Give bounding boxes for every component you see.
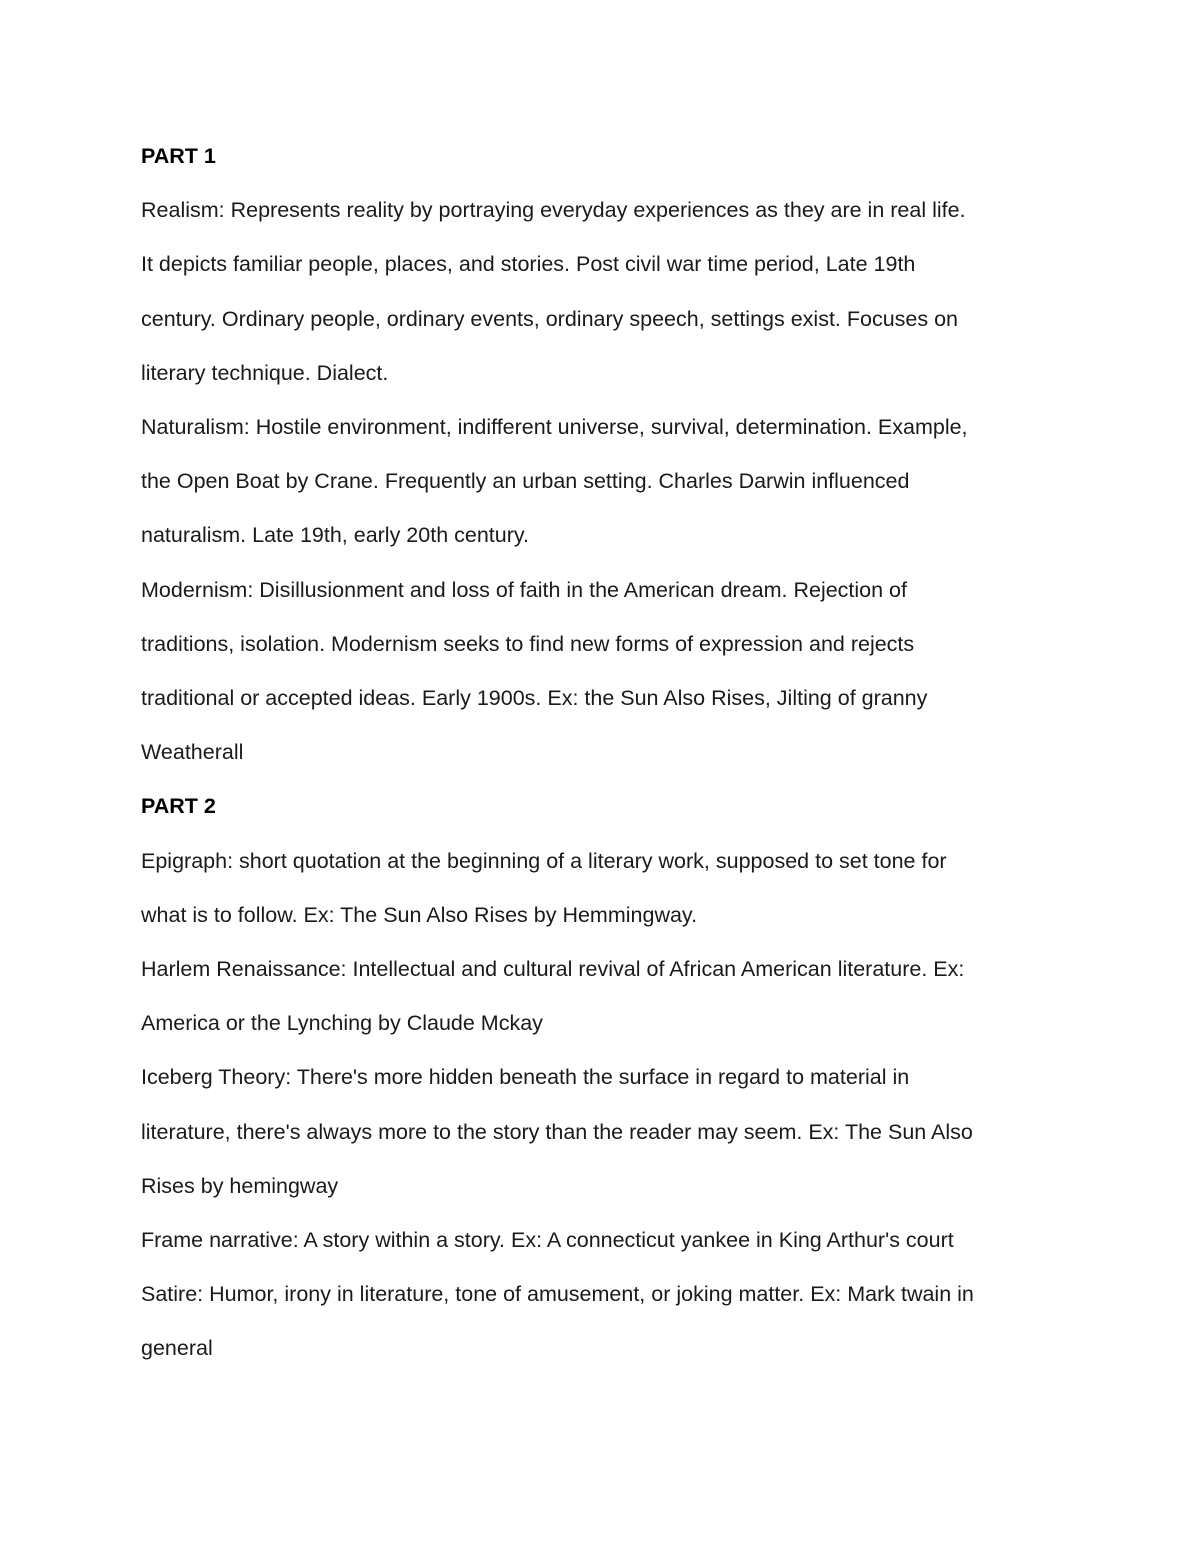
satire-paragraph: [141, 1267, 1061, 1375]
text-line: Rises by hemingway: [141, 1173, 339, 1198]
text-line: Satire: Humor, irony in literature, tone of amusement, or joking matter. Ex: Mark twain in: [141, 1282, 974, 1307]
text-line: Realism: Represents reality by portraying everyday experiences as they are in real life.: [141, 198, 966, 223]
modernism-paragraph: [141, 563, 1061, 780]
part-1-heading: PART 1: [141, 144, 216, 168]
part-2-heading: PART 2: [141, 794, 216, 819]
text-line: Modernism: Disillusionment and loss of faith in the American dream. Rejection of: [141, 577, 907, 602]
text-line: America or the Lynching by Claude Mckay: [141, 1011, 543, 1036]
text-line: what is to follow. Ex: The Sun Also Rises by Hemmingway.: [141, 902, 698, 927]
text-line: literature, there's always more to the story than the reader may seem. Ex: The Sun Also: [141, 1119, 973, 1144]
text-line: naturalism. Late 19th, early 20th century.: [141, 523, 530, 548]
text-line: traditional or accepted ideas. Early 1900s. Ex: the Sun Also Rises, Jilting of granny: [141, 686, 928, 711]
text-line: the Open Boat by Crane. Frequently an urban setting. Charles Darwin influenced: [141, 469, 910, 494]
text-line: century. Ordinary people, ordinary events, ordinary speech, settings exist. Focuses on: [141, 306, 959, 331]
frame-narrative-paragraph: [141, 1213, 1061, 1267]
naturalism-paragraph: [141, 400, 1061, 563]
document-body: [141, 129, 1061, 1376]
text-line: Weatherall: [141, 740, 244, 765]
text-line: It depicts familiar people, places, and stories. Post civil war time period, Late 19th: [141, 252, 916, 277]
iceberg-theory-paragraph: [141, 1050, 1061, 1213]
text-line: Harlem Renaissance: Intellectual and cultural revival of African American literature. Ex:: [141, 957, 965, 982]
realism-paragraph: [141, 183, 1061, 400]
harlem-renaissance-paragraph: [141, 942, 1061, 1050]
text-line: traditions, isolation. Modernism seeks to find new forms of expression and rejects: [141, 631, 915, 656]
text-line: literary technique. Dialect.: [141, 360, 389, 385]
text-line: Iceberg Theory: There's more hidden beneath the surface in regard to material in: [141, 1065, 910, 1090]
epigraph-paragraph: [141, 834, 1061, 942]
text-line: general: [141, 1336, 213, 1361]
text-line: Naturalism: Hostile environment, indifferent universe, survival, determination. Example,: [141, 415, 968, 440]
text-line: Epigraph: short quotation at the beginning of a literary work, supposed to set tone for: [141, 848, 947, 873]
text-line: Frame narrative: A story within a story. Ex: A connecticut yankee in King Arthur's court: [141, 1228, 954, 1253]
